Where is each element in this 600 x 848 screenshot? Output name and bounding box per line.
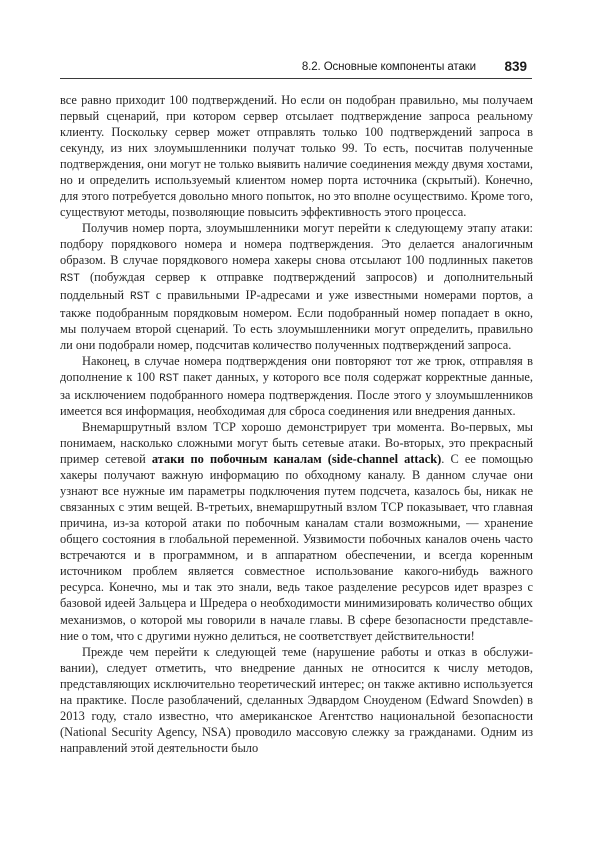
code-rst: RST	[60, 272, 80, 285]
code-rst: RST	[130, 290, 150, 303]
paragraph-4	[60, 419, 533, 644]
paragraph-text: с правильными IP-адресами и уже известными номерами портов, а также подобранным порядковым номером. Если подобранный номер попадает в окно, мы получаем второй сценарий. То есть злоумышленники могут определить, правильно ли они подобрали номер, подсчитав количество полученных подтверждений запроса.	[60, 287, 533, 352]
bold-term: атаки по побочным каналам (side-channel attack)	[151, 452, 442, 467]
paragraph-text: . С ее помощью хакеры получают важную информацию по обходному каналу. В данном случае они узнают все нужные им параметры подключения путем подсчета, казалось бы, никак не связанных с этим вещей. В-третьих, внемаршрутный взлом TCP показывает, что главная причина, из-за которой атаки по побочным каналам стали возможными, — хранение общего состояния в глобальной переменной. Уязвимости побочных каналов очень часто встречаются и в программном, и в аппаратном обеспечении, и всегда коренным источником проблем является совместное использование какого-нибудь важного ресурса. Конечно, мы и так это знали, ведь такое разделение ресурсов идет вразрез с базовой идеей Зальцера и Шредера о необходимости минимизировать количество общих механизмов, о которой мы говорили в начале главы. В сфере безопасности представление о том, что с другими нужно делиться, не соответствует действительности!	[60, 452, 533, 643]
paragraph-text: Прежде чем перейти к следующей теме (нарушение работы и отказ в обслуживании), следует отметить, что внедрение данных не относится к числу методов, представляющих исключительно теоретический интерес; он также активно используется на практике. После разоблачений, сделанных Эдвардом Сноуденом (Edward Snowden) в 2013 году, стало известно, что американское Агентство национальной безопасности (National Security Agency, NSA) проводило массовую слежку за гражданами. Одним из направлений этой деятельности было	[60, 644, 533, 755]
paragraph-3	[60, 353, 533, 419]
section-title: 8.2. Основные компоненты атаки	[301, 61, 476, 73]
paragraph-text: Получив номер порта, злоумышленники могут перейти к следующему этапу атаки: подбору порядкового номера и номера подтверждения. Это делается аналогичным образом. В случае порядкового номера хакеры снова отсылают 100 подлинных пакетов	[60, 221, 533, 268]
page-number: 839	[504, 59, 527, 74]
code-rst: RST	[159, 372, 179, 385]
paragraph-1	[60, 92, 533, 220]
paragraph-text: все равно приходит 100 подтверждений. Но если он подобран правильно, мы получаем первый сценарий, при котором сервер отсылает подтверждение запроса реальному клиенту. Поскольку сервер может отправлять только 100 подтверждений запроса в секунду, из них злоумышленники получат только 99. То есть, посчитав полученные подтверждения, они могут не только выявить наличие соединения между двумя хостами, но и определить используемый клиентом номер порта источника (скрытый). Конечно, для этого потребуется довольно много попыток, но это вполне осуществимо. Кроме того, существуют методы, позволяющие повысить эффективность этого процесса.	[60, 93, 533, 220]
running-header	[60, 58, 532, 79]
paragraph-2	[60, 220, 533, 352]
body-text	[60, 92, 533, 756]
paragraph-text: Внемаршрутный взлом TCP хорошо демонстрирует три момента. Во-первых, мы понимаем, насколько сложными могут быть сетевые атаки. Во-вторых, это прекрасный пример сетевой	[60, 419, 533, 467]
paragraph-text: (побуждая сервер к отправке подтверждений запросов) и дополнительный поддельный	[60, 269, 533, 302]
paragraph-text: Наконец, в случае номера подтверждения они повторяют тот же трюк, отправляя в дополнение к 100	[60, 353, 533, 384]
paragraph-text: пакет данных, у которого все поля содержат корректные данные, за исключением подобранного номера подтверждения. После этого у злоумышленников имеется вся информация, необходимая для сброса соединения или внедрения данных.	[60, 369, 533, 418]
paragraph-5	[60, 644, 533, 756]
